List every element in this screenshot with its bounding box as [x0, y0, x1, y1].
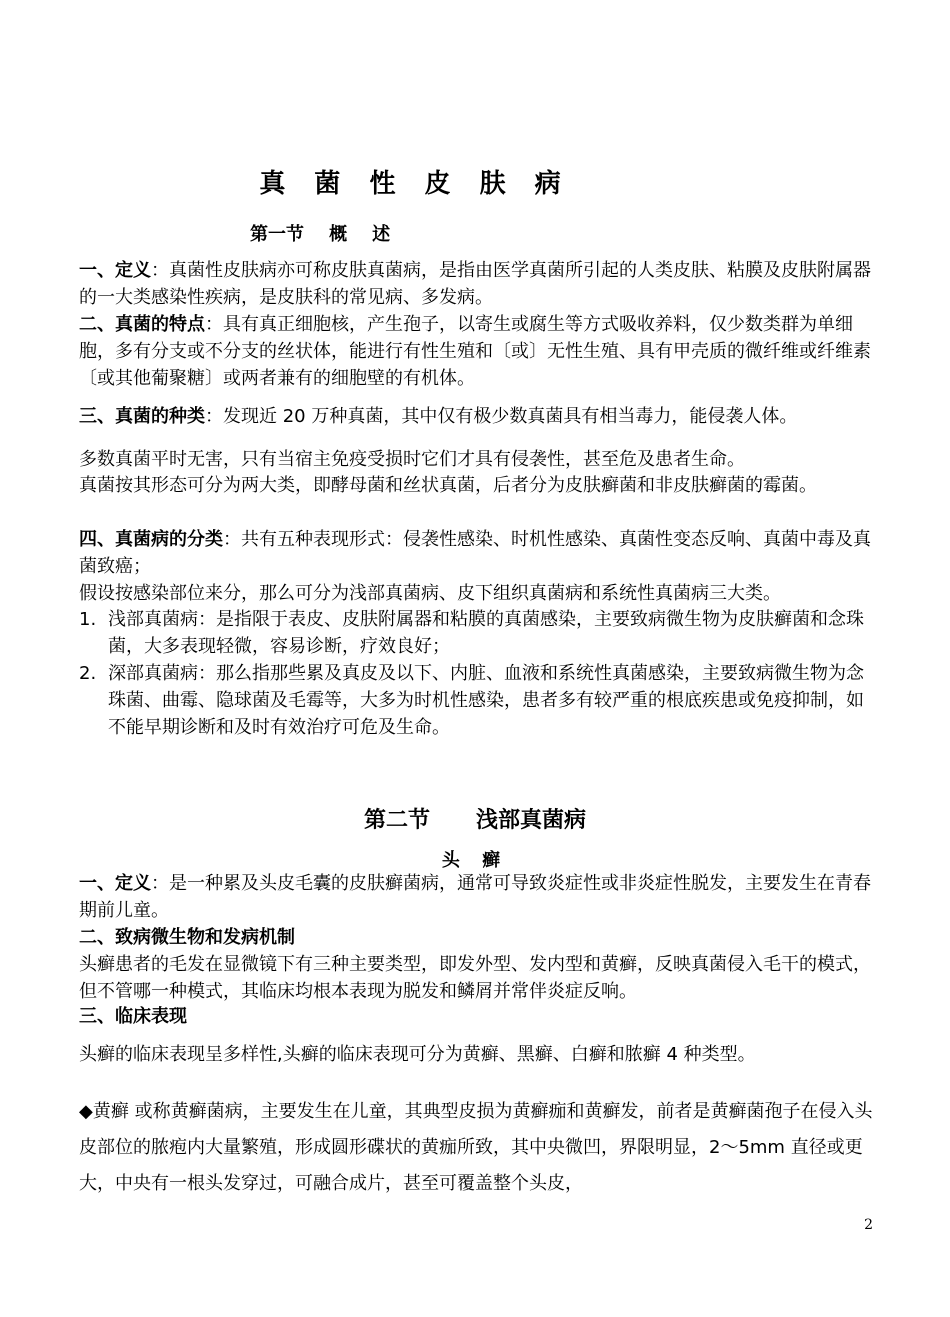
definition-text: ：真菌性皮肤病亦可称皮肤真菌病，是指由医学真菌所引起的人类皮肤、粘膜及皮肤附属器的一大类感染性疾病，是皮肤科的常见病、多发病。	[79, 260, 871, 308]
clinical-heading: 三、临床表现	[79, 1006, 187, 1027]
site-paragraph: 假设按感染部位来分，那么可分为浅部真菌病、皮下组织真菌病和系统性真菌病三大类。	[79, 583, 781, 604]
pathogen-paragraph: 头癣患者的毛发在显微镜下有三种主要类型，即发外型、发内型和黄癣，反映真菌侵入毛干的模式，但不管哪一种模式，其临床均根本表现为脱发和鳞屑并常伴炎症反响。	[79, 954, 871, 1002]
definition-paragraph	[79, 257, 884, 311]
page-number: 2	[864, 1217, 873, 1233]
types-label: 三、真菌的种类	[79, 406, 205, 427]
features-paragraph	[79, 311, 884, 392]
features-label: 二、真菌的特点	[79, 314, 205, 335]
clinical-paragraph: 头癣的临床表现呈多样性,头癣的临床表现可分为黄癣、黑癣、白癣和脓癣 4 种类型。	[79, 1044, 756, 1065]
list-text: 浅部真菌病：是指限于表皮、皮肤附属器和粘膜的真菌感染，主要致病微生物为皮肤癣菌和念珠菌，大多表现轻微，容易诊断，疗效良好；	[108, 609, 864, 657]
classification-text: ：共有五种表现形式：侵袭性感染、时机性感染、真菌性变态反响、真菌中毒及真菌致癌；	[79, 529, 871, 577]
favus-paragraph: ◆黄癣 或称黄癣菌病，主要发生在儿童，其典型皮损为黄癣痂和黄癣发，前者是黄癣菌孢子在侵入头皮部位的脓疱内大量繁殖，形成圆形碟状的黄痂所致，其中央微凹，界限明显，2～5mm 直径或更大，中央有一根头发穿过，可融合成片，甚至可覆盖整个头皮，	[79, 1101, 873, 1194]
classification-label: 四、真菌病的分类	[79, 529, 223, 550]
types-paragraph	[79, 403, 909, 430]
section1-heading: 第一节 概 述	[250, 224, 391, 245]
classification-paragraph	[79, 526, 884, 580]
tinea-definition-paragraph	[79, 870, 884, 924]
tinea-definition-text: ：是一种累及头皮毛囊的皮肤癣菌病，通常可导致炎症性或非炎症性脱发，主要发生在青春期前儿童。	[79, 873, 871, 921]
section2-heading: 第二节 浅部真菌病	[364, 808, 586, 833]
types-text: ：发现近 20 万种真菌，其中仅有极少数真菌具有相当毒力，能侵袭人体。	[205, 406, 798, 427]
list-item	[79, 660, 879, 741]
list-number: 2.	[79, 663, 97, 684]
pathogen-heading: 二、致病微生物和发病机制	[79, 927, 295, 948]
list-text: 深部真菌病：那么指那些累及真皮及以下、内脏、血液和系统性真菌感染，主要致病微生物为念珠菌、曲霉、隐球菌及毛霉等，大多为时机性感染，患者多有较严重的根底疾患或免疫抑制，如不能早期诊断和及时有效治疗可危及生命。	[108, 663, 864, 738]
list-number: 1.	[79, 609, 97, 630]
harmless-paragraph: 多数真菌平时无害，只有当宿主免疫受损时它们才具有侵袭性，甚至危及患者生命。	[79, 449, 745, 470]
morphology-paragraph: 真菌按其形态可分为两大类，即酵母菌和丝状真菌，后者分为皮肤癣菌和非皮肤癣菌的霉菌。	[79, 475, 817, 496]
tinea-definition-label: 一、定义	[79, 873, 151, 894]
definition-label: 一、定义	[79, 260, 151, 281]
section2-subheading: 头 癣	[441, 850, 509, 871]
features-text: ：具有真正细胞核，产生孢子，以寄生或腐生等方式吸收养料，仅少数类群为单细胞，多有分支或不分支的丝状体，能进行有性生殖和〔或〕无性生殖、具有甲壳质的微纤维或纤维素〔或其他葡聚糖〕或两者兼有的细胞壁的有机体。	[79, 314, 871, 389]
list-item	[79, 606, 879, 660]
document-title: 真 菌 性 皮 肤 病	[259, 169, 571, 199]
